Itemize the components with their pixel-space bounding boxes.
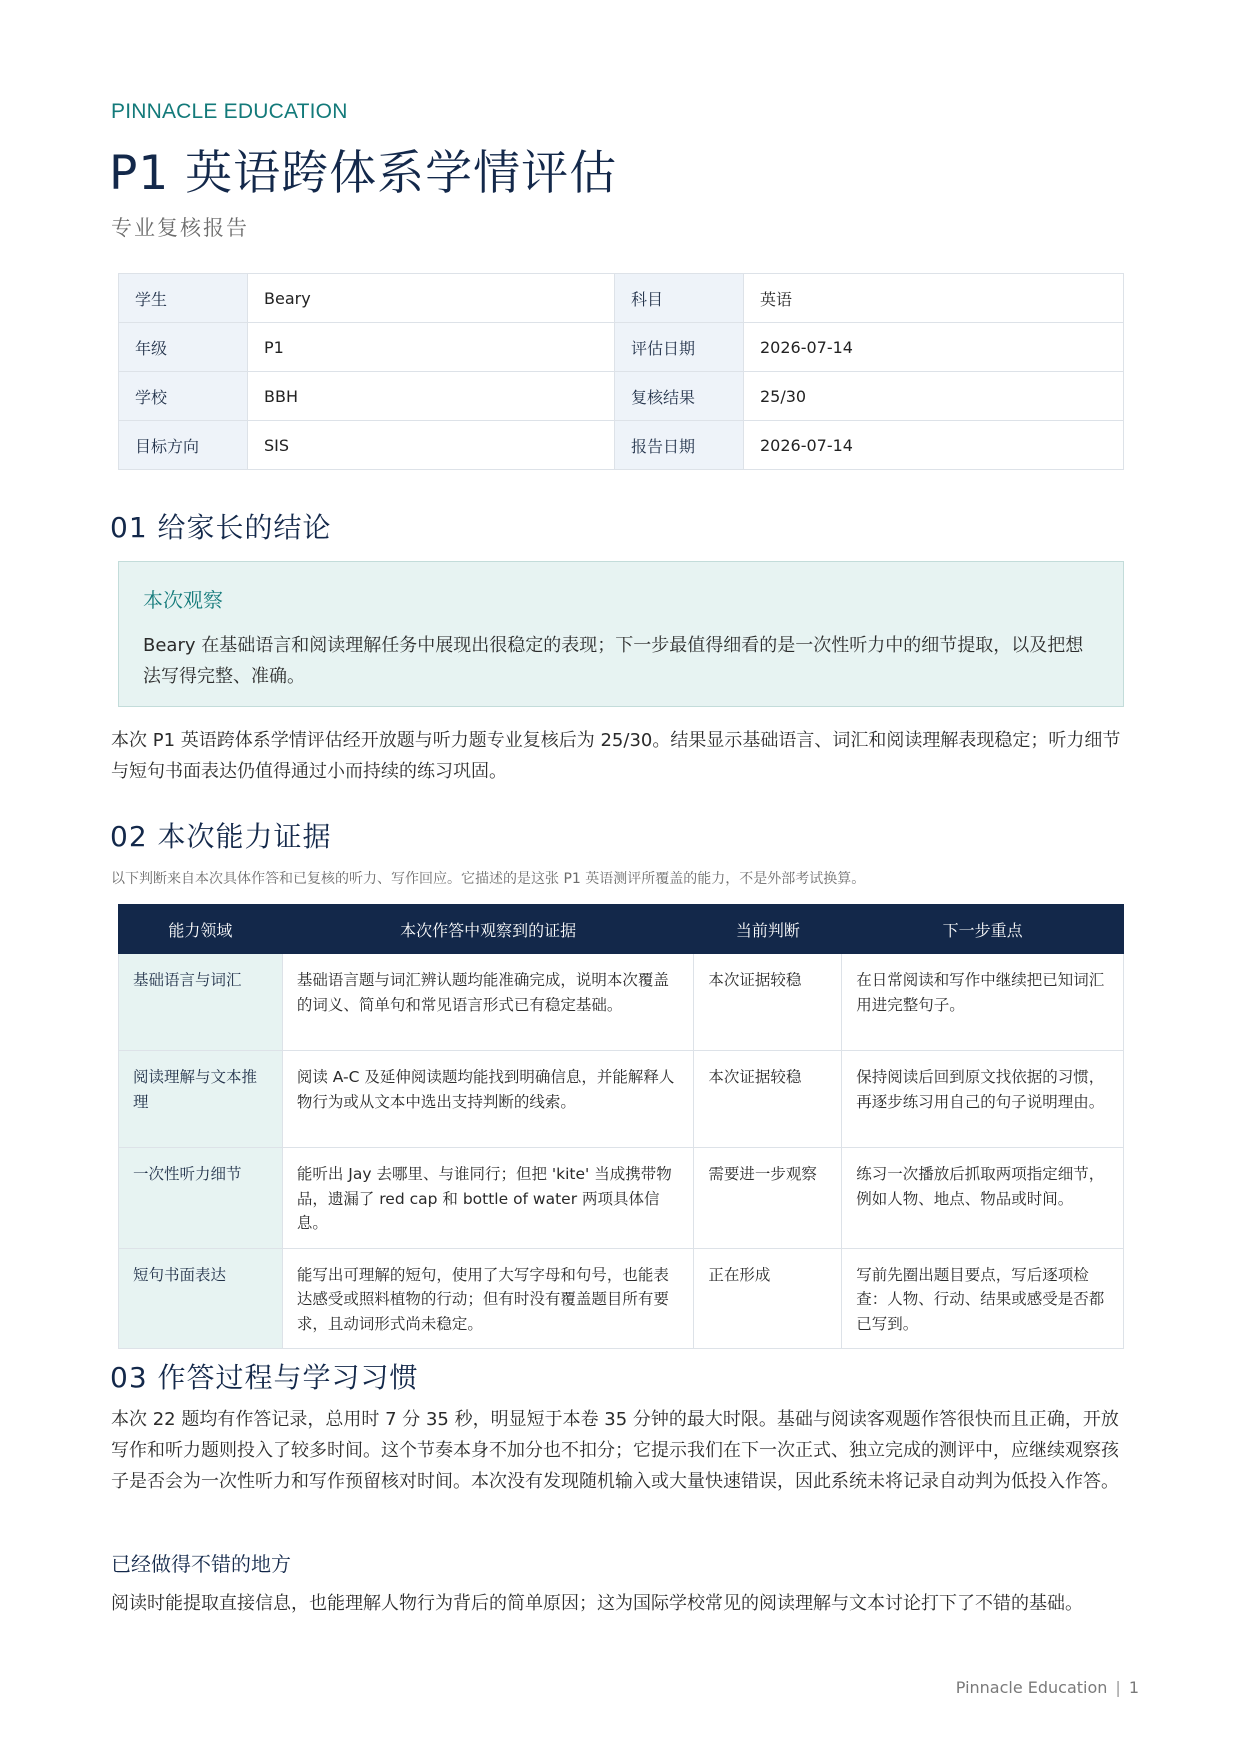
info-label: 评估日期: [615, 323, 744, 372]
evidence-table: [118, 904, 1124, 1349]
info-value: 2026-07-14: [744, 421, 1124, 470]
table-row: [119, 1248, 1124, 1349]
page-number: 1: [1128, 1678, 1139, 1697]
callout-title: 本次观察: [143, 588, 223, 612]
info-value: SIS: [248, 421, 615, 470]
judgement-text: 正在形成: [694, 1248, 842, 1349]
info-label: 目标方向: [119, 421, 248, 470]
page-footer: [956, 1678, 1139, 1697]
page-subtitle: 专业复核报告: [111, 216, 249, 240]
info-label: 学生: [119, 274, 248, 323]
table-row: [119, 1051, 1124, 1148]
subsection-heading: 已经做得不错的地方: [111, 1552, 291, 1576]
footer-separator: |: [1115, 1678, 1121, 1697]
next-focus-text: 保持阅读后回到原文找依据的习惯，再逐步练习用自己的句子说明理由。: [842, 1051, 1124, 1148]
info-label: 报告日期: [615, 421, 744, 470]
next-focus-text: 写前先圈出题目要点，写后逐项检查：人物、行动、结果或感受是否都已写到。: [842, 1248, 1124, 1349]
column-header: 本次作答中观察到的证据: [282, 905, 694, 954]
ability-area: 一次性听力细节: [119, 1148, 283, 1249]
evidence-text: 阅读 A-C 及延伸阅读题均能找到明确信息，并能解释人物行为或从文本中选出支持判断的线索。: [282, 1051, 694, 1148]
section-heading: 01 给家长的结论: [110, 511, 332, 544]
table-row: [119, 1148, 1124, 1249]
info-value: 2026-07-14: [744, 323, 1124, 372]
info-value: 25/30: [744, 372, 1124, 421]
column-header: 当前判断: [694, 905, 842, 954]
footer-org: Pinnacle Education: [955, 1678, 1108, 1697]
judgement-text: 本次证据较稳: [694, 954, 842, 1051]
section-heading: 03 作答过程与学习习惯: [110, 1361, 419, 1394]
column-header: 能力领域: [119, 905, 283, 954]
info-row: [119, 372, 1124, 421]
next-focus-text: 在日常阅读和写作中继续把已知词汇用进完整句子。: [842, 954, 1124, 1051]
evidence-text: 能听出 Jay 去哪里、与谁同行；但把 'kite' 当成携带物品，遗漏了 red cap 和 bottle of water 两项具体信息。: [282, 1148, 694, 1249]
info-value: P1: [248, 323, 615, 372]
student-info-table: [118, 273, 1124, 470]
info-value: 英语: [744, 274, 1124, 323]
info-label: 科目: [615, 274, 744, 323]
brand-name: PINNACLE EDUCATION: [111, 100, 348, 123]
page-title: P1 英语跨体系学情评估: [109, 146, 618, 201]
judgement-text: 需要进一步观察: [694, 1148, 842, 1249]
info-label: 复核结果: [615, 372, 744, 421]
section-heading: 02 本次能力证据: [110, 820, 332, 853]
ability-area: 短句书面表达: [119, 1248, 283, 1349]
conclusion-paragraph: 本次 P1 英语跨体系学情评估经开放题与听力题专业复核后为 25/30。结果显示基础语言、词汇和阅读理解表现稳定；听力细节与短句书面表达仍值得通过小而持续的练习巩固。: [111, 730, 1121, 782]
observation-callout: [118, 561, 1124, 707]
process-paragraph: 本次 22 题均有作答记录，总用时 7 分 35 秒，明显短于本卷 35 分钟的最大时限。基础与阅读客观题作答很快而且正确，开放写作和听力题则投入了较多时间。这个节奏本身不加分也不扣分；它提示我们在下一次正式、独立完成的测评中，应继续观察孩子是否会为一次性听力和写作预留核对时间。本次没有发现随机输入或大量快速错误，因此系统未将记录自动判为低投入作答。: [111, 1409, 1119, 1492]
section-note: 以下判断来自本次具体作答和已复核的听力、写作回应。它描述的是这张 P1 英语测评所覆盖的能力，不是外部考试换算。: [111, 871, 866, 887]
info-row: [119, 323, 1124, 372]
ability-area: 基础语言与词汇: [119, 954, 283, 1051]
evidence-text: 能写出可理解的短句，使用了大写字母和句号，也能表达感受或照料植物的行动；但有时没有覆盖题目所有要求，且动词形式尚未稳定。: [282, 1248, 694, 1349]
column-header: 下一步重点: [842, 905, 1124, 954]
evidence-header-row: [119, 905, 1124, 954]
callout-body: Beary 在基础语言和阅读理解任务中展现出很稳定的表现；下一步最值得细看的是一次性听力中的细节提取，以及把想法写得完整、准确。: [143, 635, 1084, 687]
evidence-text: 基础语言题与词汇辨认题均能准确完成，说明本次覆盖的词义、简单句和常见语言形式已有稳定基础。: [282, 954, 694, 1051]
next-focus-text: 练习一次播放后抓取两项指定细节，例如人物、地点、物品或时间。: [842, 1148, 1124, 1249]
judgement-text: 本次证据较稳: [694, 1051, 842, 1148]
ability-area: 阅读理解与文本推理: [119, 1051, 283, 1148]
info-row: [119, 421, 1124, 470]
strengths-paragraph: 阅读时能提取直接信息，也能理解人物行为背后的简单原因；这为国际学校常见的阅读理解与文本讨论打下了不错的基础。: [111, 1593, 1083, 1614]
table-row: [119, 954, 1124, 1051]
info-value: BBH: [248, 372, 615, 421]
info-label: 年级: [119, 323, 248, 372]
info-row: [119, 274, 1124, 323]
info-value: Beary: [248, 274, 615, 323]
info-label: 学校: [119, 372, 248, 421]
